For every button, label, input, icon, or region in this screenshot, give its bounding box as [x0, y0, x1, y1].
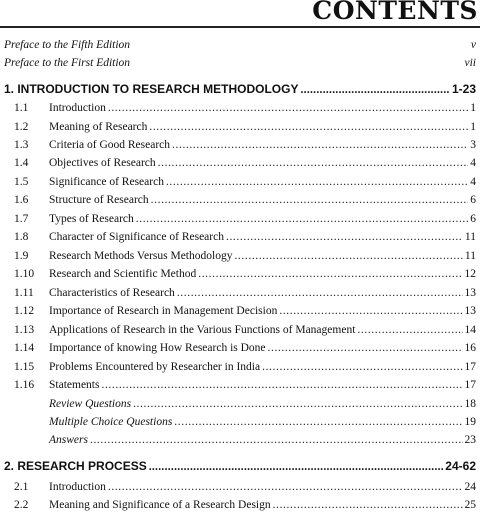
section-number: 1.7 [14, 213, 44, 225]
section-number: 1.8 [14, 231, 44, 243]
toc-page-number: 13 [465, 305, 480, 317]
toc-chapter-1[interactable] [0, 82, 480, 100]
leader-dots [226, 231, 463, 243]
chapter-title: 2. RESEARCH PROCESS [0, 459, 147, 473]
section-title: Importance of Research in Management Decision [0, 305, 277, 317]
section-title: Introduction [0, 102, 106, 114]
toc-page-number: 17 [465, 361, 480, 373]
toc-answers[interactable] [0, 434, 480, 452]
title-divider [0, 26, 480, 28]
toc-section-1-14[interactable] [0, 342, 480, 360]
leader-dots [300, 84, 450, 96]
section-title: Types of Research [0, 213, 134, 225]
toc-entry-label: Preface to the First Edition [0, 57, 130, 69]
toc-section-1-12[interactable] [0, 305, 480, 323]
toc-page-number: 19 [465, 416, 480, 428]
toc-chapter-2[interactable] [0, 459, 480, 477]
toc-section-1-10[interactable] [0, 268, 480, 286]
toc-page-number: 17 [465, 379, 480, 391]
section-title: Research and Scientific Method [0, 268, 196, 280]
leader-dots [151, 194, 469, 206]
toc-section-1-5[interactable] [0, 176, 480, 194]
toc-section-2-1[interactable] [0, 481, 480, 499]
section-number: 1.12 [14, 305, 44, 317]
toc-page-number: 18 [465, 398, 480, 410]
toc-page-number: 3 [470, 139, 480, 151]
toc-section-1-1[interactable] [0, 102, 480, 120]
leader-dots [177, 287, 463, 299]
toc-page-number: 12 [465, 268, 480, 280]
subentry-title: Review Questions [0, 398, 131, 410]
section-number: 1.9 [14, 250, 44, 262]
leader-dots [136, 213, 468, 225]
toc-section-1-13[interactable] [0, 324, 480, 342]
leader-dots [166, 176, 468, 188]
toc-page-number: 4 [470, 157, 480, 169]
leader-dots [172, 139, 468, 151]
section-number: 1.10 [14, 268, 44, 280]
toc-section-1-7[interactable] [0, 213, 480, 231]
leader-dots [133, 398, 462, 410]
section-number: 1.13 [14, 324, 44, 336]
toc-section-1-15[interactable] [0, 361, 480, 379]
toc-page-number: 24 [465, 481, 480, 493]
toc-section-1-9[interactable] [0, 250, 480, 268]
toc-section-1-6[interactable] [0, 194, 480, 212]
section-number: 1.1 [14, 102, 44, 114]
toc-page-number: vii [465, 57, 480, 69]
chapter-page-range: 1-23 [452, 82, 480, 96]
toc-section-1-8[interactable] [0, 231, 480, 249]
leader-dots [198, 268, 462, 280]
section-title: Statements [0, 379, 99, 391]
section-title: Significance of Research [0, 176, 164, 188]
section-title: Introduction [0, 481, 106, 493]
toc-review-questions[interactable] [0, 398, 480, 416]
leader-dots [108, 481, 463, 493]
section-title: Structure of Research [0, 194, 149, 206]
section-number: 1.6 [14, 194, 44, 206]
section-number: 1.2 [14, 121, 44, 133]
section-title: Meaning of Research [0, 121, 147, 133]
toc-page-number: 6 [470, 194, 480, 206]
toc-section-2-2[interactable] [0, 499, 480, 517]
section-number: 1.3 [14, 139, 44, 151]
toc-page-number: 14 [465, 324, 480, 336]
section-number: 2.1 [14, 481, 44, 493]
toc-page-number: 1 [470, 102, 480, 114]
toc-page-number: v [471, 39, 480, 51]
leader-dots [149, 121, 468, 133]
chapter-title: 1. INTRODUCTION TO RESEARCH METHODOLOGY [0, 82, 298, 96]
toc-page-number: 1 [470, 121, 480, 133]
toc-section-1-4[interactable] [0, 157, 480, 175]
toc-page-number: 11 [465, 231, 480, 243]
toc-entry-preface-fifth[interactable] [0, 39, 480, 57]
toc-entry-label: Preface to the Fifth Edition [0, 39, 130, 51]
subentry-title: Answers [0, 434, 88, 446]
toc-page-number: 23 [465, 434, 480, 446]
toc-entry-preface-first[interactable] [0, 57, 480, 75]
section-number: 1.5 [14, 176, 44, 188]
section-number: 1.15 [14, 361, 44, 373]
section-number: 1.4 [14, 157, 44, 169]
leader-dots [108, 102, 468, 114]
toc-page-number: 4 [470, 176, 480, 188]
toc-section-1-16[interactable] [0, 379, 480, 397]
section-title: Characteristics of Research [0, 287, 175, 299]
section-title: Research Methods Versus Methodology [0, 250, 232, 262]
section-title: Criteria of Good Research [0, 139, 170, 151]
section-title: Meaning and Significance of a Research Design [0, 499, 271, 511]
leader-dots [279, 305, 462, 317]
leader-dots [90, 434, 463, 446]
section-number: 2.2 [14, 499, 44, 511]
toc-page-number: 16 [465, 342, 480, 354]
toc-page-number: 6 [470, 213, 480, 225]
toc-section-1-11[interactable] [0, 287, 480, 305]
leader-dots [158, 157, 469, 169]
toc-page-number: 25 [465, 499, 480, 511]
leader-dots [149, 461, 444, 473]
toc-multiple-choice-questions[interactable] [0, 416, 480, 434]
section-number: 1.16 [14, 379, 44, 391]
leader-dots [234, 250, 462, 262]
section-title: Objectives of Research [0, 157, 156, 169]
leader-dots [174, 416, 462, 428]
section-number: 1.11 [14, 287, 44, 299]
leader-dots [101, 379, 462, 391]
toc-section-1-3[interactable] [0, 139, 480, 157]
leader-dots [357, 324, 462, 336]
section-title: Applications of Research in the Various Functions of Management [0, 324, 355, 336]
chapter-page-range: 24-62 [445, 459, 480, 473]
toc-section-1-2[interactable] [0, 121, 480, 139]
section-title: Importance of knowing How Research is Done [0, 342, 266, 354]
section-title: Problems Encountered by Researcher in India [0, 361, 260, 373]
toc-page-number: 11 [465, 250, 480, 262]
toc-page-number: 13 [465, 287, 480, 299]
page-title: CONTENTS [312, 0, 478, 25]
section-title: Character of Significance of Research [0, 231, 224, 243]
subentry-title: Multiple Choice Questions [0, 416, 172, 428]
leader-dots [262, 361, 462, 373]
section-number: 1.14 [14, 342, 44, 354]
leader-dots [268, 342, 463, 354]
leader-dots [273, 499, 463, 511]
